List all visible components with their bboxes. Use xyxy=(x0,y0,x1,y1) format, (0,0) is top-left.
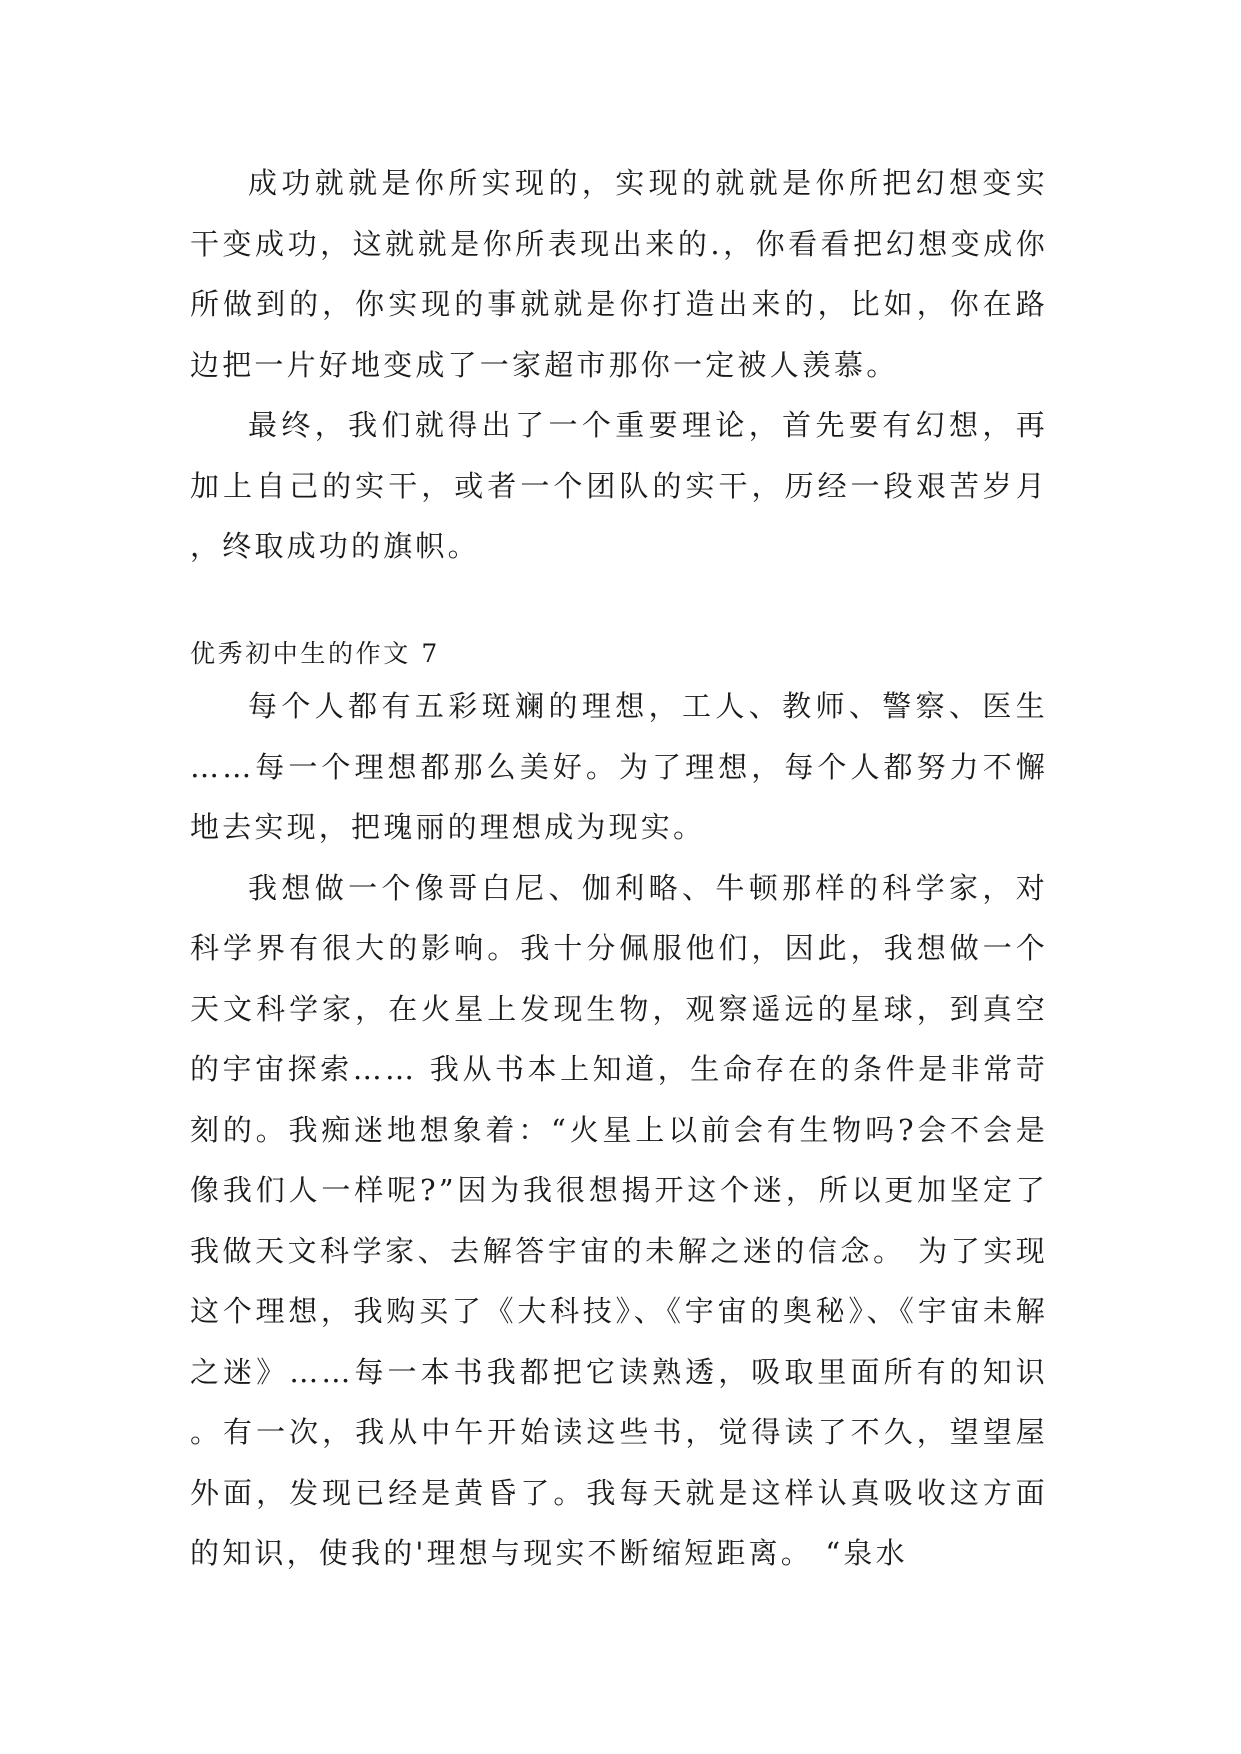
section-title: 优秀初中生的作文 7 xyxy=(190,639,440,668)
paragraph: 最终，我们就得出了一个重要理论，首先要有幻想，再加上自己的实干，或者一个团队的实干，历经一段艰苦岁月，终取成功的旗帜。 xyxy=(190,408,1048,563)
essay-7-body xyxy=(190,676,1048,1584)
section-heading-block xyxy=(190,628,1048,680)
paragraph: 我想做一个像哥白尼、伽利略、牛顿那样的科学家，对科学界有很大的影响。我十分佩服他们，因此，我想做一个天文科学家，在火星上发现生物，观察遥远的星球，到真空的宇宙探索…… 我从书本上知道，生命存在的条件是非常苛刻的。我痴迷地想象着：“火星上以前会有生物吗?会不会是像我们人一样呢?”因为我很想揭开这个迷，所以更加坚定了我做天文科学家、去解答宇宙的未解之迷的信念。 为了实现这个理想，我购买了《大科技》、《宇宙的奥秘》、《宇宙未解之迷》……每一本书我都把它读熟透，吸取里面所有的知识。有一次，我从中午开始读这些书，觉得读了不久，望望屋外面，发现已经是黄昏了。我每天就是这样认真吸收这方面的知识，使我的'理想与现实不断缩短距离。 “泉水 xyxy=(190,870,1048,1570)
paragraph: 成功就就是你所实现的，实现的就就是你所把幻想变实干变成功，这就就是你所表现出来的.，你看看把幻想变成你所做到的，你实现的事就就是你打造出来的，比如，你在路边把一片好地变成了一家超市那你一定被人羡慕。 xyxy=(190,166,1048,382)
essay-continuation xyxy=(190,153,1048,577)
paragraph: 每个人都有五彩斑斓的理想，工人、教师、警察、医生……每一个理想都那么美好。为了理想，每个人都努力不懈地去实现，把瑰丽的理想成为现实。 xyxy=(190,689,1048,844)
